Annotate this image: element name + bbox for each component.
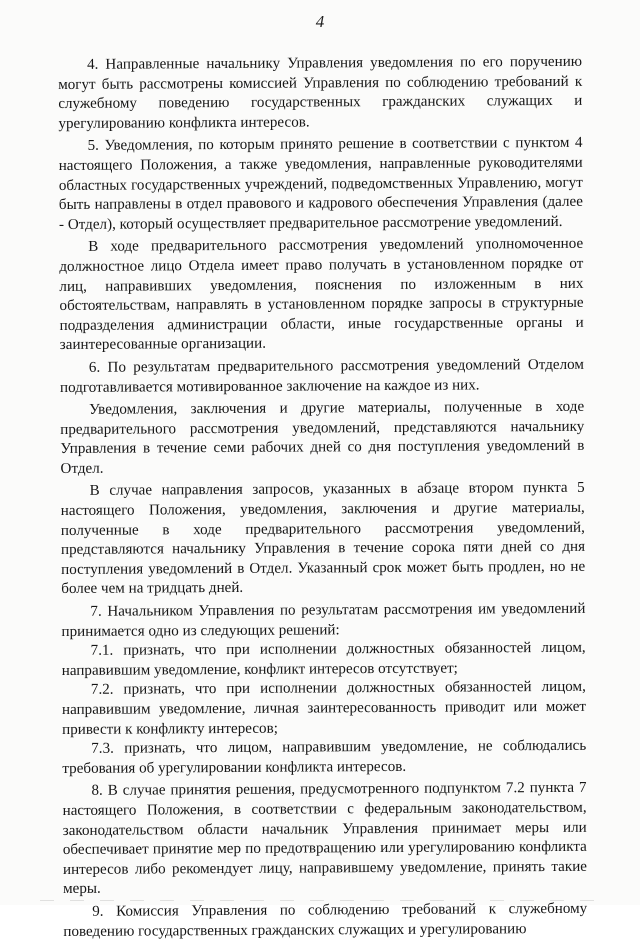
paragraph-4: 4. Направленные начальнику Управления уведомления по его поручению могут быть рассмотрены комиссией Управления по соблюдению требований к служебному поведению государственных гражданских служащих и урегулированию конфликта интересов. <box>58 53 583 132</box>
paragraph-6-requests: В случае направления запросов, указанных в абзаце втором пункта 5 настоящего Положения, уведомления, заключения и другие материалы, полученные в ходе предварительного рассмотрения уведомлений, представляются начальнику Управления в течение сорока пяти дней со дня поступления уведомлений в Отдел. Указанный срок может быть продлен, но не более чем на тридцать дней. <box>60 480 586 598</box>
subparagraph-7-3: 7.3. признать, что лицом, направившим уведомление, не соблюдались требования об урегулировании конфликта интересов. <box>62 737 587 777</box>
document-body <box>58 53 587 942</box>
paragraph-8: 8. В случае принятия решения, предусмотренного подпунктом 7.2 пункта 7 настоящего Положения, в соответствии с федеральным законодательством, законодательством области начальник Управления принимает меры или обеспечивает принятие мер по предотвращению или урегулированию конфликта интересов либо рекомендует лицу, направившему уведомление, принять такие меры. <box>62 780 588 898</box>
paragraph-6-materials: Уведомления, заключения и другие материалы, полученные в ходе предварительного рассмотрения уведомлений, представляются начальнику Управления в течение семи рабочих дней со дня поступления уведомлений в Отдел. <box>60 398 585 477</box>
subparagraph-7-1: 7.1. признать, что при исполнении должностных обязанностей лицом, направившим уведомление, конфликт интересов отсутствует; <box>61 640 586 679</box>
paragraph-9: 9. Комиссия Управления по соблюдению требований к служебному поведению государственных гражданских служащих и урегулированию <box>63 900 588 940</box>
scan-bottom-edge <box>40 900 600 901</box>
paragraph-7: 7. Начальником Управления по результатам рассмотрения им уведомлений принимается одно из следующих решений: <box>61 600 586 640</box>
paragraph-5: 5. Уведомления, по которым принято решение в соответствии с пунктом 4 настоящего Положения, а также уведомления, направленные руководителями областных государственных учреждений, подведомственных Управлению, могут быть направлены в отдел правового и кадрового обеспечения Управления (далее - Отдел), который осуществляет предварительное рассмотрение уведомлений. <box>58 135 583 233</box>
paragraph-6: 6. По результатам предварительного рассмотрения уведомлений Отделом подготавливается мотивированное заключение на каждое из них. <box>59 356 584 396</box>
subparagraph-7-2: 7.2. признать, что при исполнении должностных обязанностей лицом, направившим уведомление, личная заинтересованность приводит или может привести к конфликту интересов; <box>61 679 587 738</box>
paragraph-5-preliminary-review: В ходе предварительного рассмотрения уведомлений уполномоченное должностное лицо Отдела имеет право получать в установленном порядке от лиц, направивших уведомления, пояснения по изложенным в них обстоятельствам, направлять в установленном порядке запросы в структурные подразделения администрации области, иные государственные органы и заинтересованные организации. <box>59 236 584 354</box>
page-number: 4 <box>315 12 325 31</box>
